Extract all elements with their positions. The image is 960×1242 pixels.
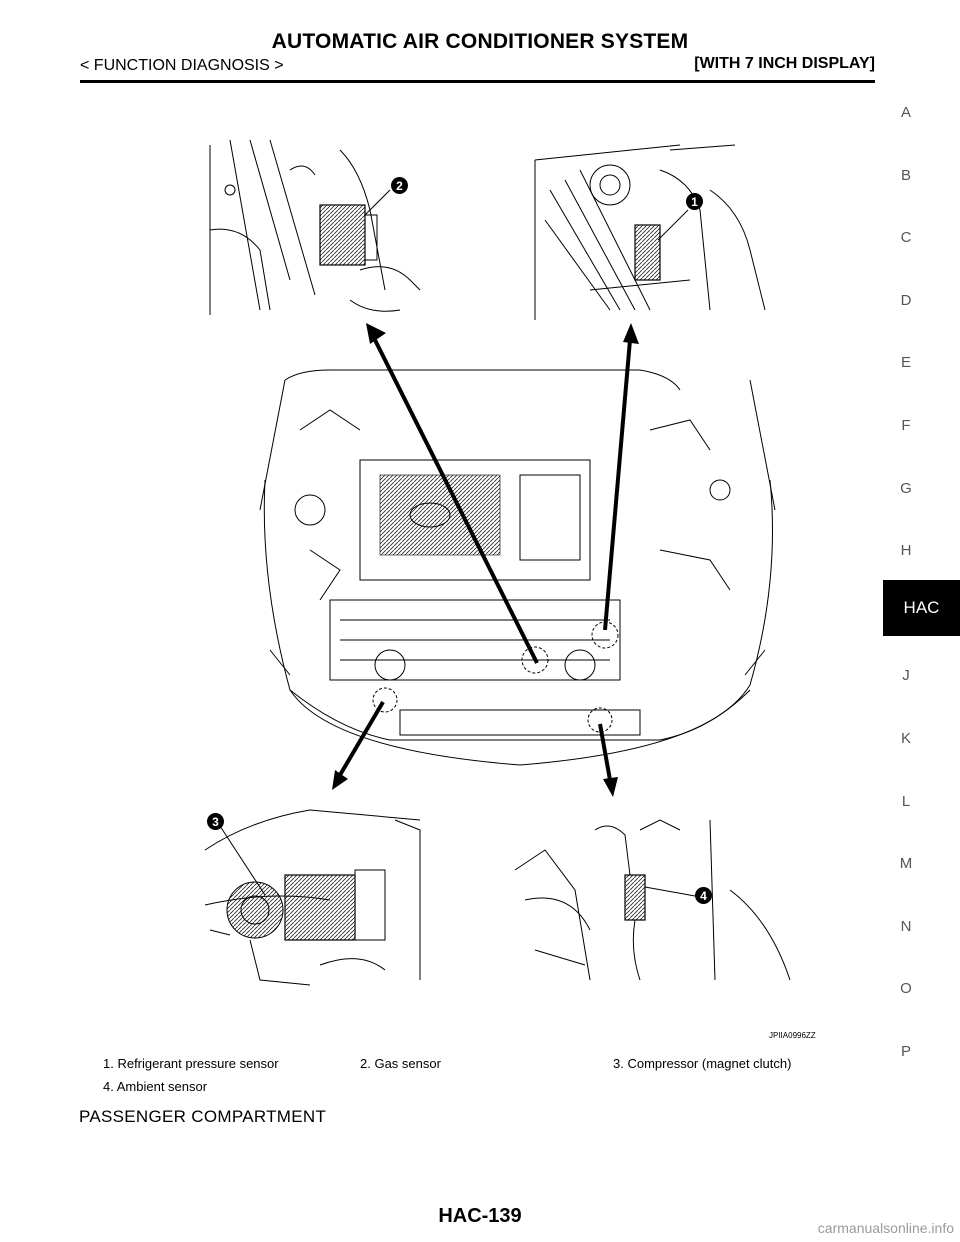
legend-item: 4. Ambient sensor <box>103 1079 208 1094</box>
figure-code: JPIIA0996ZZ <box>769 1031 816 1040</box>
index-letter-g[interactable]: G <box>900 479 912 497</box>
page-number: HAC-139 <box>438 1205 522 1227</box>
callout-4: 4 <box>695 887 712 904</box>
section-label: < FUNCTION DIAGNOSIS > <box>80 57 284 74</box>
callout-1: 1 <box>686 193 703 210</box>
legend-row <box>103 1056 863 1079</box>
index-letter-c[interactable]: C <box>900 229 912 247</box>
pressure-sensor-inset <box>535 145 765 320</box>
index-letter-l[interactable]: L <box>901 792 911 810</box>
legend-item: 3. Compressor (magnet clutch) <box>613 1056 792 1071</box>
callout-2: 2 <box>391 177 408 194</box>
index-letter-p[interactable]: P <box>900 1042 911 1060</box>
ambient-sensor-inset <box>515 820 790 980</box>
gas-sensor-inset <box>210 140 420 315</box>
index-tab-hac[interactable]: HAC <box>883 580 960 636</box>
pointer-arrows <box>332 323 639 797</box>
page-title: AUTOMATIC AIR CONDITIONER SYSTEM <box>271 30 689 53</box>
component-location-figure <box>190 130 840 1040</box>
figure-legend <box>103 1056 863 1102</box>
legend-item: 2. Gas sensor <box>360 1056 441 1071</box>
index-letter-j[interactable]: J <box>902 667 910 685</box>
index-letter-f[interactable]: F <box>901 416 911 434</box>
index-letter-k[interactable]: K <box>900 729 911 747</box>
header-divider <box>80 80 875 83</box>
index-letter-o[interactable]: O <box>900 980 912 998</box>
engine-bay-illustration <box>190 130 840 1040</box>
index-letter-e[interactable]: E <box>900 354 911 372</box>
legend-item: 1. Refrigerant pressure sensor <box>103 1056 279 1071</box>
compressor-inset <box>205 810 420 985</box>
callout-3: 3 <box>207 813 224 830</box>
index-letter-b[interactable]: B <box>900 166 911 184</box>
variant-label: [WITH 7 INCH DISPLAY] <box>694 55 875 72</box>
index-letter-h[interactable]: H <box>900 542 912 560</box>
index-letter-m[interactable]: M <box>899 855 913 873</box>
section-heading: PASSENGER COMPARTMENT <box>79 1107 327 1126</box>
index-letter-a[interactable]: A <box>900 104 911 121</box>
watermark: carmanualsonline.info <box>817 1220 954 1236</box>
index-letter-n[interactable]: N <box>900 917 912 935</box>
index-letter-d[interactable]: D <box>900 291 912 309</box>
engine-bay-main-view <box>260 370 775 765</box>
legend-row <box>103 1079 863 1102</box>
